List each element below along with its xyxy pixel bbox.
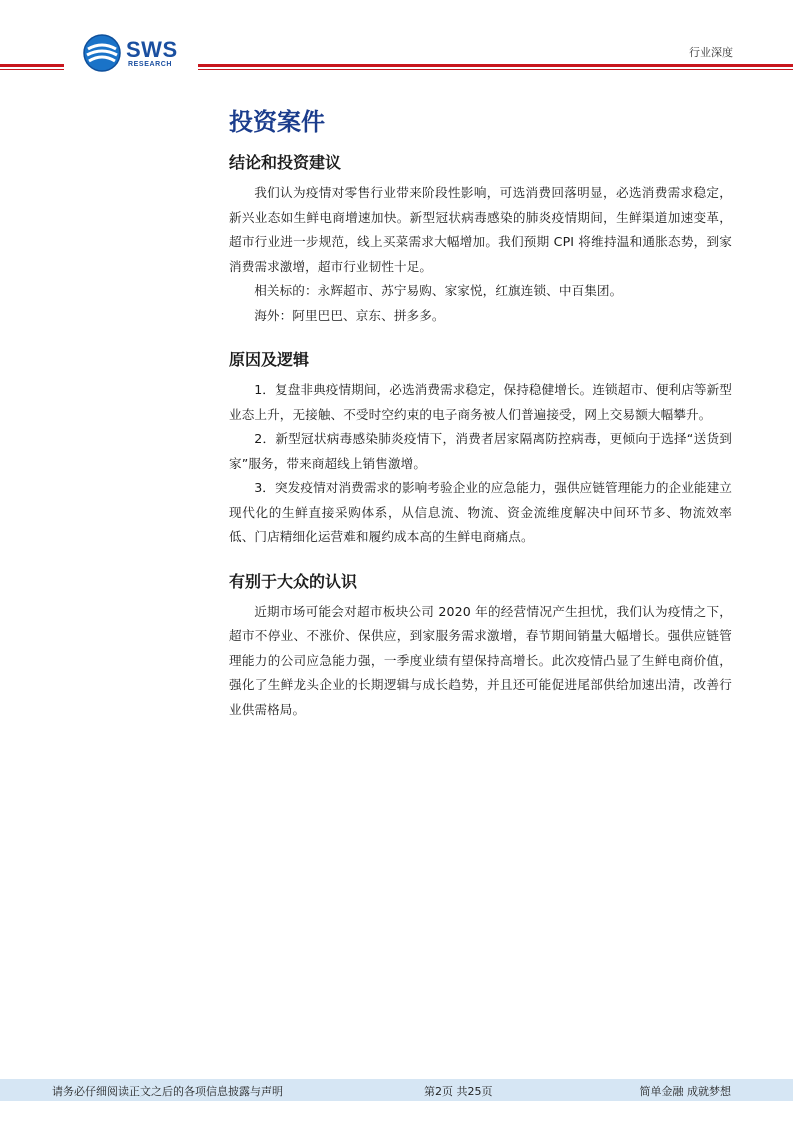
sws-logo-icon — [82, 33, 122, 73]
report-type-label: 行业深度 — [689, 46, 733, 59]
page-footer — [0, 1079, 793, 1101]
paragraph: 2．新型冠状病毒感染肺炎疫情下，消费者居家隔离防控病毒，更倾向于选择“送货到家”服务，带来商超线上销售激增。 — [229, 431, 732, 471]
section-heading: 有别于大众的认识 — [229, 571, 358, 591]
footer-page-number: 第2页 共25页 — [424, 1085, 493, 1098]
header-rule-left — [0, 64, 64, 70]
section-different-view — [229, 570, 732, 723]
paragraph: 近期市场可能会对超市板块公司 2020 年的经营情况产生担忧，我们认为疫情之下，超市不停业、不涨价、保供应，到家服务需求激增，春节期间销量大幅增长。强供应链管理能力的公司应急能力强，一季度业绩有望保持高增长。此次疫情凸显了生鲜电商价值，强化了生鲜龙头企业的长期逻辑与成长趋势，并且还可能促进尾部供给加速出清，改善行业供需格局。 — [229, 603, 732, 717]
company-logo — [82, 33, 192, 75]
section-reasons — [229, 348, 732, 550]
header-rule-right — [198, 64, 793, 70]
section-heading: 原因及逻辑 — [229, 350, 310, 369]
paragraph: 相关标的：永辉超市、苏宁易购、家家悦，红旗连锁、中百集团。 — [254, 283, 623, 298]
page-title: 投资案件 — [229, 108, 325, 136]
paragraph: 海外：阿里巴巴、京东、拼多多。 — [254, 307, 445, 323]
footer-slogan: 简单金融 成就梦想 — [639, 1085, 731, 1098]
paragraph: 3．突发疫情对消费需求的影响考验企业的应急能力，强供应链管理能力的企业能建立现代化的生鲜直接采购体系，从信息流、物流、资金流维度解决中间环节多、物流效率低、门店精细化运营难和履约成本高的生鲜电商痛点。 — [229, 480, 732, 544]
section-heading: 结论和投资建议 — [229, 153, 342, 172]
footer-disclaimer: 请务必仔细阅读正文之后的各项信息披露与声明 — [52, 1085, 283, 1098]
paragraph: 1．复盘非典疫情期间，必选消费需求稳定，保持稳健增长。连锁超市、便利店等新型业态上升，无接触、不受时空约束的电子商务被人们普遍接受，网上交易额大幅攀升。 — [229, 382, 732, 422]
report-body — [229, 105, 732, 742]
section-conclusion — [229, 151, 732, 328]
logo-subtext: RESEARCH — [128, 61, 173, 68]
logo-text: SWS — [126, 37, 178, 62]
paragraph: 我们认为疫情对零售行业带来阶段性影响，可选消费回落明显，必选消费需求稳定，新兴业态如生鲜电商增速加快。新型冠状病毒感染的肺炎疫情期间，生鲜渠道加速变革，超市行业进一步规范，线上买菜需求大幅增加。我们预期 CPI 将维持温和通胀态势，到家消费需求激增，超市行业韧性十足。 — [229, 185, 732, 274]
